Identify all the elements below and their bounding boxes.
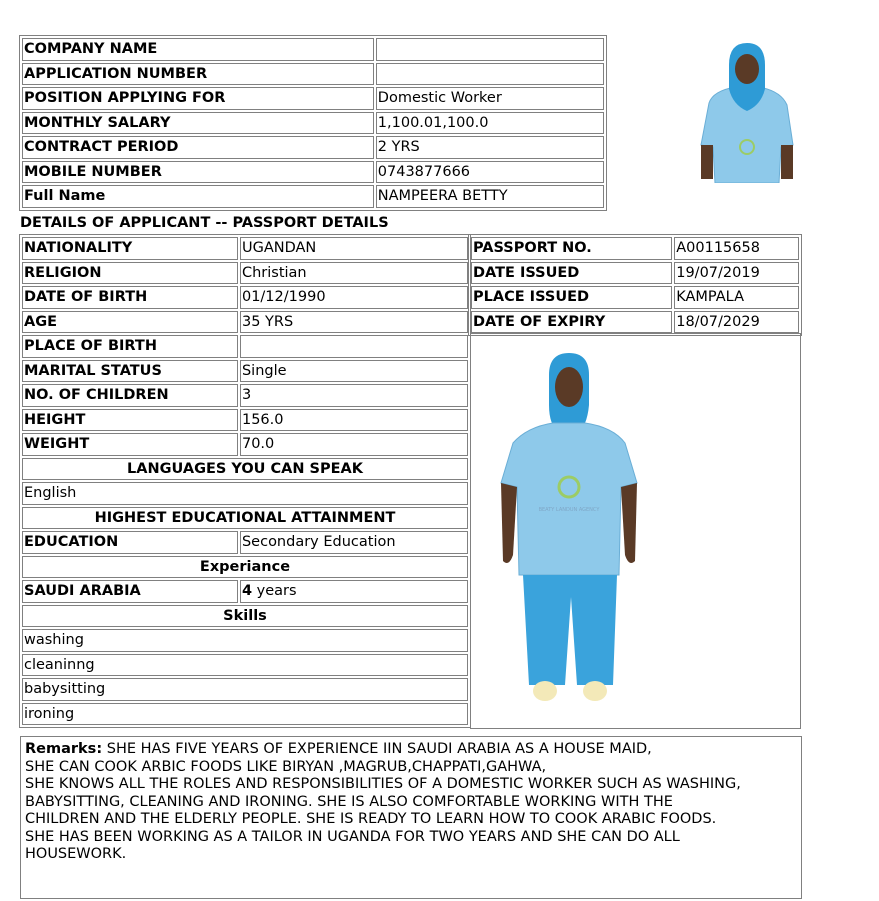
passport-no-label: PASSPORT NO. — [471, 237, 672, 260]
personal-row-children — [22, 384, 468, 407]
mobile-label: MOBILE NUMBER — [22, 161, 374, 184]
personal-row-nationality — [22, 237, 468, 260]
skill-row — [22, 703, 468, 726]
skill-item-cleaning: cleaninng — [22, 654, 468, 677]
age-label: AGE — [22, 311, 238, 334]
contract-value: 2 YRS — [376, 136, 604, 159]
religion-label: RELIGION — [22, 262, 238, 285]
remarks-line-5: CHILDREN AND THE ELDERLY PEOPLE. SHE IS READY TO LEARN HOW TO COOK ARABIC FOODS. — [25, 811, 717, 827]
experience-country: SAUDI ARABIA — [22, 580, 238, 603]
children-value: 3 — [240, 384, 468, 407]
place-issued-label: PLACE ISSUED — [471, 286, 672, 309]
position-label: POSITION APPLYING FOR — [22, 87, 374, 110]
date-issued-label: DATE ISSUED — [471, 262, 672, 285]
application-number-value — [376, 63, 604, 86]
weight-label: WEIGHT — [22, 433, 238, 456]
passport-row-expiry — [471, 311, 799, 334]
header-table — [19, 35, 607, 211]
remarks-line-1 — [25, 741, 797, 759]
mobile-value: 0743877666 — [376, 161, 604, 184]
skill-row — [22, 654, 468, 677]
date-expiry-label: DATE OF EXPIRY — [471, 311, 672, 334]
remarks-line-7: HOUSEWORK. — [25, 846, 127, 862]
nationality-value: UGANDAN — [240, 237, 468, 260]
remarks-line-6: SHE HAS BEEN WORKING AS A TAILOR IN UGANDA FOR TWO YEARS AND SHE CAN DO ALL — [25, 828, 680, 845]
passport-table — [468, 234, 802, 336]
education-row — [22, 531, 468, 554]
company-name-value — [376, 38, 604, 61]
remarks-box — [20, 736, 802, 899]
children-label: NO. OF CHILDREN — [22, 384, 238, 407]
experience-row — [22, 580, 468, 603]
remarks-text-1: SHE HAS FIVE YEARS OF EXPERIENCE IIN SAUDI ARABIA AS A HOUSE MAID, — [102, 741, 652, 757]
header-row-salary — [22, 112, 604, 135]
passport-no-value: A00115658 — [674, 237, 799, 260]
education-label: EDUCATION — [22, 531, 238, 554]
experience-heading-row — [22, 556, 468, 579]
svg-text:BEATY LANDUN AGENCY: BEATY LANDUN AGENCY — [538, 507, 600, 513]
full-body-photo — [473, 335, 671, 727]
skills-heading: Skills — [22, 605, 468, 628]
skill-row — [22, 629, 468, 652]
remarks-line-2: SHE CAN COOK ARBIC FOODS LIKE BIRYAN ,MAGRUB,CHAPPATI,GAHWA, — [25, 758, 547, 775]
experience-years-unit: years — [252, 583, 297, 600]
place-issued-value: KAMPALA — [674, 286, 799, 309]
marital-label: MARITAL STATUS — [22, 360, 238, 383]
education-heading-row — [22, 507, 468, 530]
dob-label: DATE OF BIRTH — [22, 286, 238, 309]
contract-label: CONTRACT PERIOD — [22, 136, 374, 159]
header-row-company — [22, 38, 604, 61]
pob-value — [240, 335, 468, 358]
passport-row-place — [471, 286, 799, 309]
header-row-position — [22, 87, 604, 110]
personal-row-age — [22, 311, 468, 334]
company-name-label: COMPANY NAME — [22, 38, 374, 61]
application-number-label: APPLICATION NUMBER — [22, 63, 374, 86]
education-value: Secondary Education — [240, 531, 468, 554]
personal-row-pob — [22, 335, 468, 358]
date-expiry-value: 18/07/2029 — [674, 311, 799, 334]
small-portrait-photo — [695, 35, 799, 183]
age-value: 35 YRS — [240, 311, 468, 334]
header-row-fullname — [22, 185, 604, 208]
person-figure-small — [701, 43, 793, 183]
personal-details-table — [19, 234, 471, 728]
experience-heading: Experiance — [22, 556, 468, 579]
full-photo-frame — [470, 333, 801, 729]
header-row-mobile — [22, 161, 604, 184]
remarks-line-4: BABYSITTING, CLEANING AND IRONING. SHE IS ALSO COMFORTABLE WORKING WITH THE — [25, 793, 673, 810]
religion-value: Christian — [240, 262, 468, 285]
passport-row-issued — [471, 262, 799, 285]
experience-years-num: 4 — [241, 583, 253, 600]
passport-row-number — [471, 237, 799, 260]
personal-row-height — [22, 409, 468, 432]
pob-label: PLACE OF BIRTH — [22, 335, 238, 358]
education-heading: HIGHEST EDUCATIONAL ATTAINMENT — [22, 507, 468, 530]
height-value: 156.0 — [240, 409, 468, 432]
skill-item-ironing: ironing — [22, 703, 468, 726]
weight-value: 70.0 — [240, 433, 468, 456]
header-row-contract — [22, 136, 604, 159]
fullname-value: NAMPEERA BETTY — [376, 185, 604, 208]
personal-row-dob — [22, 286, 468, 309]
skill-item-babysitting: babysitting — [22, 678, 468, 701]
skills-heading-row — [22, 605, 468, 628]
height-label: HEIGHT — [22, 409, 238, 432]
personal-row-weight — [22, 433, 468, 456]
personal-row-religion — [22, 262, 468, 285]
languages-heading: LANGUAGES YOU CAN SPEAK — [22, 458, 468, 481]
header-row-application — [22, 63, 604, 86]
skill-item-washing: washing — [22, 629, 468, 652]
remarks-line-3: SHE KNOWS ALL THE ROLES AND RESPONSIBILITIES OF A DOMESTIC WORKER SUCH AS WASHING, — [25, 776, 741, 792]
marital-value: Single — [240, 360, 468, 383]
language-item: English — [22, 482, 468, 505]
remarks-label: Remarks: — [25, 741, 103, 757]
experience-years — [240, 580, 468, 603]
dob-value: 01/12/1990 — [240, 286, 468, 309]
section-title: DETAILS OF APPLICANT -- PASSPORT DETAILS — [20, 215, 389, 231]
personal-row-marital — [22, 360, 468, 383]
skill-row — [22, 678, 468, 701]
nationality-label: NATIONALITY — [22, 237, 238, 260]
language-row — [22, 482, 468, 505]
position-value: Domestic Worker — [376, 87, 604, 110]
fullname-label: Full Name — [22, 185, 374, 208]
date-issued-value: 19/07/2019 — [674, 262, 799, 285]
languages-heading-row — [22, 458, 468, 481]
salary-value: 1,100.01,100.0 — [376, 112, 604, 135]
salary-label: MONTHLY SALARY — [22, 112, 374, 135]
